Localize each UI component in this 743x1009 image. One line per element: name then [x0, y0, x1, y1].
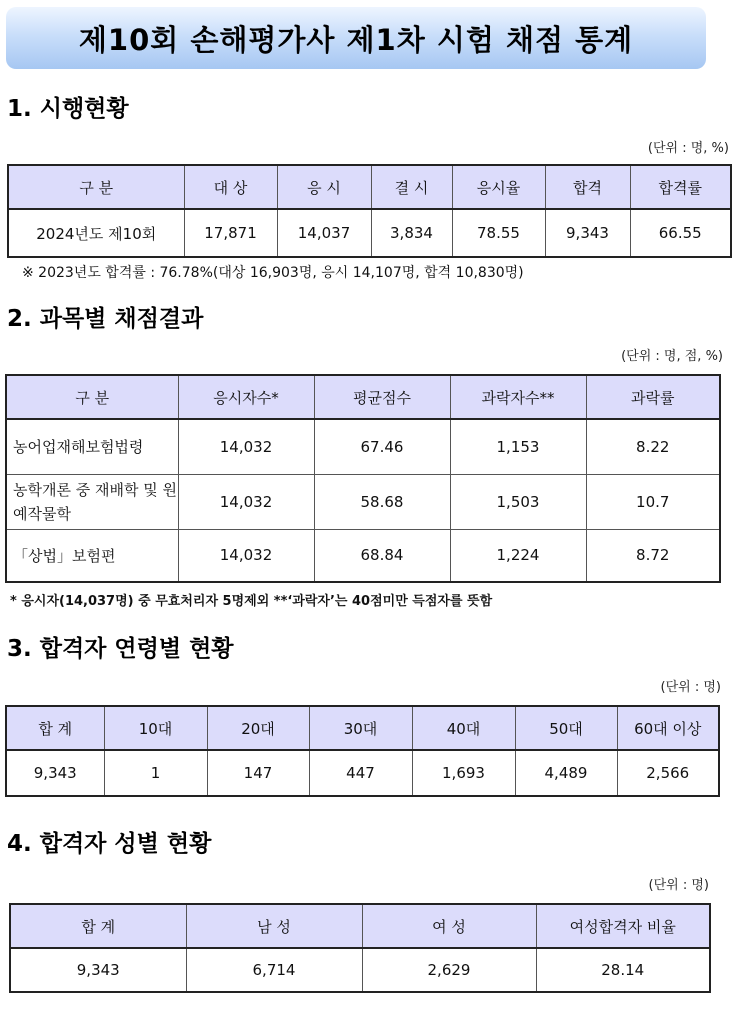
- s4-header-male: 남 성: [186, 904, 362, 948]
- s3-cell: 2,566: [617, 750, 719, 796]
- title-banner: [6, 7, 706, 69]
- page-title: 제10회 손해평가사 제1차 시험 채점 통계: [78, 22, 634, 57]
- table-row: [6, 474, 720, 529]
- section1-note: ※ 2023년도 합격률 : 76.78%(대상 16,903명, 응시 14,107명, 합격 10,830명): [22, 265, 524, 281]
- s3-header-40s: 40대: [412, 706, 515, 750]
- s4-cell: 2,629: [362, 948, 536, 992]
- s1-cell: 2024년도 제10회: [8, 209, 184, 257]
- s4-cell: 6,714: [186, 948, 362, 992]
- section3-heading: 3. 합격자 연령별 현황: [7, 636, 234, 662]
- s2-cell: 1,224: [450, 529, 586, 582]
- s1-header-target: 대 상: [184, 165, 277, 209]
- section1-table: [7, 164, 732, 258]
- s2-cell: 14,032: [178, 529, 314, 582]
- s3-header-10s: 10대: [104, 706, 207, 750]
- section1-unit: (단위 : 명, %): [647, 141, 729, 156]
- section2-note: * 응시자(14,037명) 중 무효처리자 5명제외 **‘과락자’는 40점미만 득점자를 뜻함: [10, 594, 493, 609]
- s2-header-fail-count: 과락자수**: [450, 375, 586, 419]
- s2-cell: 8.72: [586, 529, 720, 582]
- s4-header-female: 여 성: [362, 904, 536, 948]
- s3-cell: 4,489: [515, 750, 617, 796]
- s1-header-pass-rate: 합격률: [630, 165, 731, 209]
- s3-cell: 1,693: [412, 750, 515, 796]
- s3-header-50s: 50대: [515, 706, 617, 750]
- s1-header-rate: 응시율: [452, 165, 545, 209]
- section4-table: [9, 903, 711, 993]
- s3-cell: 147: [207, 750, 309, 796]
- table-row: [8, 209, 731, 257]
- s4-cell: 28.14: [536, 948, 710, 992]
- section4-heading: 4. 합격자 성별 현황: [7, 831, 212, 857]
- s3-cell: 1: [104, 750, 207, 796]
- s1-header-applied: 응 시: [277, 165, 371, 209]
- s2-cell: 14,032: [178, 474, 314, 529]
- s1-header-absent: 결 시: [371, 165, 452, 209]
- s2-cell: 8.22: [586, 419, 720, 474]
- s2-subject: 농학개론 중 재배학 및 원예작물학: [6, 474, 178, 529]
- section2-unit: (단위 : 명, 점, %): [621, 349, 723, 364]
- s3-header-20s: 20대: [207, 706, 309, 750]
- s2-header-category: 구 분: [6, 375, 178, 419]
- s2-cell: 14,032: [178, 419, 314, 474]
- s1-header-pass: 합격: [545, 165, 630, 209]
- section1-heading: 1. 시행현황: [7, 96, 129, 122]
- s2-cell: 58.68: [314, 474, 450, 529]
- s4-header-female-ratio: 여성합격자 비율: [536, 904, 710, 948]
- s4-cell: 9,343: [10, 948, 186, 992]
- s3-cell: 447: [309, 750, 412, 796]
- s2-cell: 1,153: [450, 419, 586, 474]
- s1-cell: 14,037: [277, 209, 371, 257]
- s2-header-fail-rate: 과락률: [586, 375, 720, 419]
- s1-header-category: 구 분: [8, 165, 184, 209]
- s1-cell: 9,343: [545, 209, 630, 257]
- section3-unit: (단위 : 명): [660, 680, 721, 695]
- section2-heading: 2. 과목별 채점결과: [7, 306, 204, 332]
- section4-unit: (단위 : 명): [648, 878, 709, 893]
- s2-header-average: 평균점수: [314, 375, 450, 419]
- s4-header-total: 합 계: [10, 904, 186, 948]
- s1-cell: 3,834: [371, 209, 452, 257]
- s2-cell: 67.46: [314, 419, 450, 474]
- s1-cell: 66.55: [630, 209, 731, 257]
- s2-header-applicants: 응시자수*: [178, 375, 314, 419]
- table-row: [6, 419, 720, 474]
- s1-cell: 17,871: [184, 209, 277, 257]
- s3-header-total: 합 계: [6, 706, 104, 750]
- s2-cell: 68.84: [314, 529, 450, 582]
- s2-cell: 1,503: [450, 474, 586, 529]
- table-row: [6, 750, 719, 796]
- s2-subject: 농어업재해보험법령: [6, 419, 178, 474]
- s2-cell: 10.7: [586, 474, 720, 529]
- section2-table: [5, 374, 721, 583]
- s3-cell: 9,343: [6, 750, 104, 796]
- s2-subject: 「상법」보험편: [6, 529, 178, 582]
- s3-header-60plus: 60대 이상: [617, 706, 719, 750]
- table-row: [6, 529, 720, 582]
- table-row: [10, 948, 710, 992]
- section3-table: [5, 705, 720, 797]
- s1-cell: 78.55: [452, 209, 545, 257]
- s3-header-30s: 30대: [309, 706, 412, 750]
